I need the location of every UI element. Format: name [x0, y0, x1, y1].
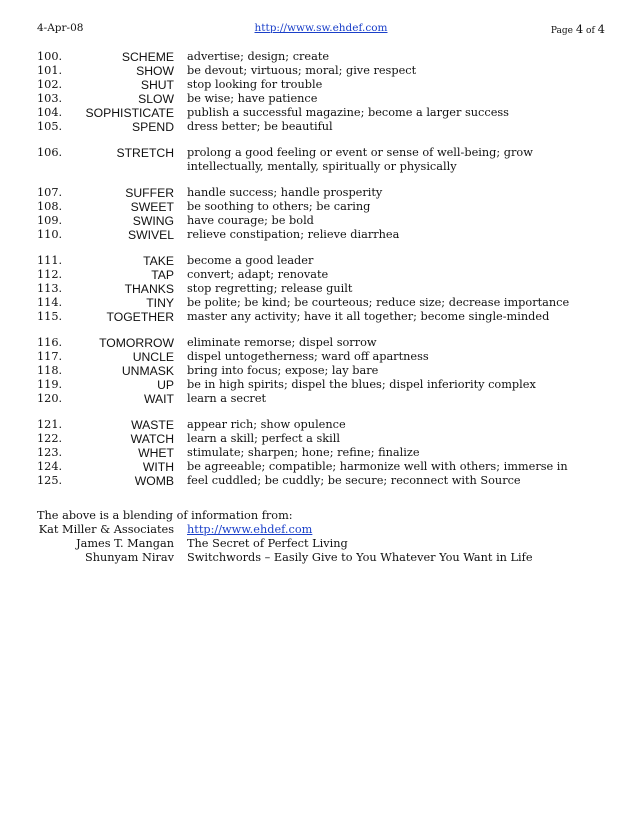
entry-word: UNCLE: [132, 350, 174, 364]
entry-word: WOMB: [134, 474, 174, 488]
header-link[interactable]: http://www.sw.ehdef.com: [254, 22, 388, 34]
entry-word: SWING: [132, 214, 174, 228]
entry-word: TOGETHER: [106, 310, 174, 324]
entry-definition: relieve constipation; relieve diarrhea: [187, 228, 400, 241]
entry-row: [37, 146, 607, 174]
entry-definition: handle success; handle prosperity: [187, 186, 383, 199]
page-header: [37, 22, 605, 38]
entry-list: [37, 50, 607, 488]
entry-row: [37, 364, 607, 378]
entry-word: SWIVEL: [127, 228, 174, 242]
source-row: [37, 551, 607, 565]
entry-number: 125.: [37, 474, 63, 487]
entry-word: SHUT: [140, 78, 174, 92]
entry-word: TAP: [151, 268, 174, 282]
entry-number: 107.: [37, 186, 63, 199]
entry-number: 109.: [37, 214, 63, 227]
page-of: of: [586, 26, 595, 36]
sources-section: [37, 508, 607, 565]
entry-word: WAIT: [143, 392, 174, 406]
entry-number: 105.: [37, 120, 63, 133]
entry-word: WHET: [138, 446, 174, 460]
sources-intro: The above is a blending of information from:: [37, 509, 293, 522]
entry-definition: dispel untogetherness; ward off apartness: [187, 350, 429, 363]
entry-number: 101.: [37, 64, 63, 77]
page-number: [551, 22, 605, 36]
entry-number: 121.: [37, 418, 63, 431]
entry-row: [37, 254, 607, 268]
entry-definition: bring into focus; expose; lay bare: [187, 364, 379, 377]
entry-row: [37, 378, 607, 392]
entry-word: SLOW: [138, 92, 174, 106]
page-prefix: Page: [550, 26, 573, 36]
entry-definition: feel cuddled; be cuddly; be secure; reconnect with Source: [187, 474, 521, 487]
entry-definition: eliminate remorse; dispel sorrow: [187, 336, 377, 349]
page-current: 4: [575, 22, 584, 36]
entry-word: TOMORROW: [99, 336, 174, 350]
entry-word: THANKS: [124, 282, 174, 296]
entry-row: [37, 50, 607, 64]
entry-row: [37, 418, 607, 432]
entry-word: WITH: [142, 460, 174, 474]
entry-word: SUFFER: [125, 186, 174, 200]
entry-definition: master any activity; have it all together; become single-minded: [187, 310, 550, 323]
entry-row: [37, 336, 607, 350]
entry-number: 102.: [37, 78, 63, 91]
entry-definition: prolong a good feeling or event or sense of well-being; grow intellectually, mentally, spiritually or physically: [187, 146, 533, 173]
entry-definition: be polite; be kind; be courteous; reduce size; decrease importance: [187, 296, 570, 309]
entry-number: 110.: [37, 228, 63, 241]
entry-word: STRETCH: [116, 146, 174, 160]
entry-number: 106.: [37, 146, 63, 159]
entry-row: [37, 432, 607, 446]
entry-number: 103.: [37, 92, 63, 105]
entry-row: [37, 120, 607, 134]
header-date: 4-Apr-08: [37, 22, 84, 34]
entry-definition: be soothing to others; be caring: [187, 200, 371, 213]
entry-word: SPEND: [132, 120, 174, 134]
entry-number: 112.: [37, 268, 63, 281]
entry-row: [37, 474, 607, 488]
entry-row: [37, 350, 607, 364]
entry-row: [37, 106, 607, 120]
entry-row: [37, 78, 607, 92]
entry-definition: stimulate; sharpen; hone; refine; finalize: [187, 446, 420, 459]
entry-word: WASTE: [131, 418, 174, 432]
entry-definition: stop looking for trouble: [187, 78, 323, 91]
entry-definition: be devout; virtuous; moral; give respect: [187, 64, 417, 77]
entry-definition: have courage; be bold: [187, 214, 314, 227]
source-link[interactable]: http://www.ehdef.com: [187, 523, 313, 536]
entry-number: 120.: [37, 392, 63, 405]
entry-number: 119.: [37, 378, 63, 391]
entry-number: 104.: [37, 106, 63, 119]
entry-definition: advertise; design; create: [187, 50, 330, 63]
source-author: Kat Miller & Associates: [38, 523, 174, 536]
entry-number: 117.: [37, 350, 63, 363]
entry-number: 100.: [37, 50, 63, 63]
entry-word: TAKE: [143, 254, 174, 268]
entry-number: 115.: [37, 310, 63, 323]
source-author: James T. Mangan: [76, 537, 174, 550]
entry-number: 108.: [37, 200, 63, 213]
entry-row: [37, 296, 607, 310]
entry-definition: stop regretting; release guilt: [187, 282, 353, 295]
page-total: 4: [597, 22, 605, 36]
entry-definition: learn a secret: [187, 392, 267, 405]
entry-word: SOPHISTICATE: [85, 106, 174, 120]
entry-number: 116.: [37, 336, 63, 349]
source-title: The Secret of Perfect Living: [187, 537, 348, 550]
entry-word: WATCH: [130, 432, 174, 446]
entry-row: [37, 214, 607, 228]
entry-definition: appear rich; show opulence: [187, 418, 346, 431]
source-title: Switchwords – Easily Give to You Whatever You Want in Life: [187, 551, 533, 564]
entry-row: [37, 228, 607, 242]
entry-row: [37, 310, 607, 324]
entry-number: 111.: [37, 254, 63, 267]
entry-word: UNMASK: [121, 364, 174, 378]
entry-word: UP: [157, 378, 174, 392]
entry-definition: be in high spirits; dispel the blues; dispel inferiority complex: [187, 378, 536, 391]
entry-definition: learn a skill; perfect a skill: [187, 432, 340, 445]
entry-row: [37, 186, 607, 200]
source-author: Shunyam Nirav: [84, 551, 174, 564]
entry-row: [37, 460, 607, 474]
entry-row: [37, 282, 607, 296]
entry-row: [37, 64, 607, 78]
entry-row: [37, 446, 607, 460]
entry-definition: be wise; have patience: [187, 92, 318, 105]
entry-row: [37, 92, 607, 106]
entry-definition: publish a successful magazine; become a larger success: [187, 106, 509, 119]
entry-number: 113.: [37, 282, 63, 295]
entry-number: 114.: [37, 296, 63, 309]
entry-word: SCHEME: [121, 50, 174, 64]
entry-word: SHOW: [136, 64, 174, 78]
entry-row: [37, 200, 607, 214]
source-row: [37, 537, 607, 551]
entry-word: TINY: [146, 296, 174, 310]
entry-definition: become a good leader: [187, 254, 314, 267]
entry-number: 124.: [37, 460, 63, 473]
entry-number: 122.: [37, 432, 63, 445]
source-row: [37, 523, 607, 537]
entry-row: [37, 268, 607, 282]
entry-definition: be agreeable; compatible; harmonize well with others; immerse in: [187, 460, 568, 473]
entry-word: SWEET: [130, 200, 174, 214]
entry-definition: convert; adapt; renovate: [187, 268, 329, 281]
entry-number: 118.: [37, 364, 63, 377]
entry-number: 123.: [37, 446, 63, 459]
entry-definition: dress better; be beautiful: [187, 120, 333, 133]
entry-row: [37, 392, 607, 406]
